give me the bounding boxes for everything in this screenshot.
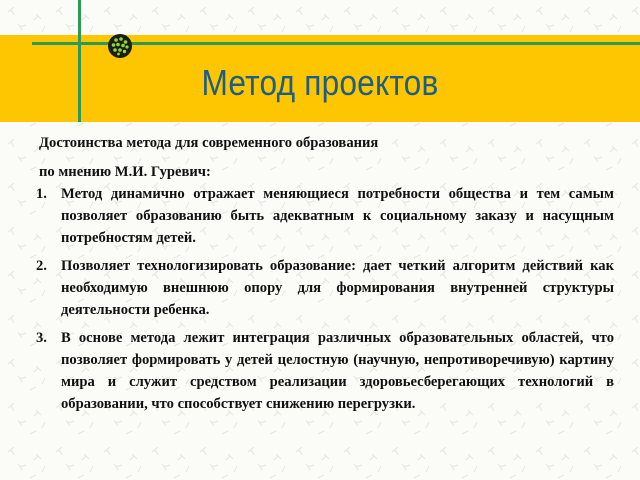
list-item [36, 183, 614, 249]
list-item [36, 327, 614, 415]
list-item-number: 2. [36, 258, 47, 274]
slide-title: Метод проектов [201, 62, 439, 103]
intro-line-1: Достоинства метода для современного образования [39, 135, 379, 151]
list-item-number: 1. [36, 186, 47, 202]
advantages-list [36, 183, 614, 415]
list-item-text: В основе метода лежит интеграция различных образовательных областей, что позволяет формировать у детей целостную (научную, непротиворечивую) картину мира и служит средством реализации здоровьесберегающих технологий в образовании, что способствует снижению перегрузки. [61, 330, 614, 412]
intro-line-2: по мнению М.И. Гуревич: [39, 164, 211, 180]
list-item-number: 3. [36, 330, 47, 346]
list-item-text: Метод динамично отражает меняющиеся потребности общества и тем самым позволяет образованию быть адекватным к социальному заказу и насущным потребностям детей. [61, 186, 614, 246]
list-item [36, 255, 614, 321]
list-item-text: Позволяет технологизировать образование: дает четкий алгоритм действий как необходимую внешнюю опору для формирования внутренней структуры деятельности ребенка. [61, 258, 614, 318]
slide-body [36, 132, 614, 421]
green-dotted-orb-icon [107, 33, 133, 59]
